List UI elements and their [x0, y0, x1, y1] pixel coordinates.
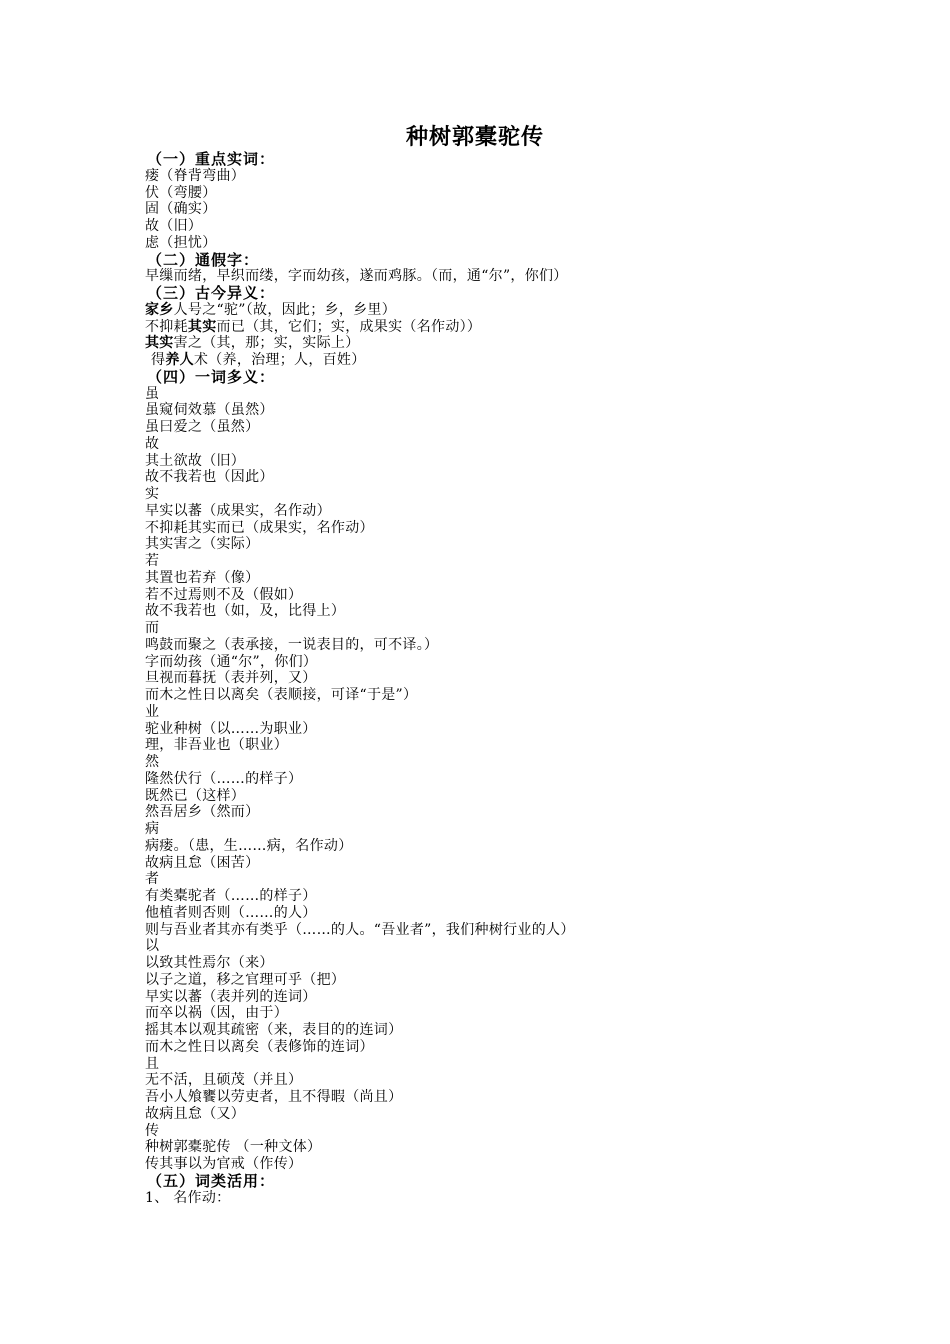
document-body — [145, 151, 925, 1206]
text-line: 其土欲故（旧） — [145, 452, 246, 469]
text-line: 故不我若也（如，及，比得上） — [145, 603, 346, 620]
text-line: 其实害之（实际） — [145, 536, 260, 553]
text-line: 虽曰爱之（虽然） — [145, 419, 260, 435]
text-line: 虽窥伺效慕（虽然） — [145, 402, 274, 419]
text-span: 得 — [151, 352, 166, 368]
text-line: 固（确实） — [145, 201, 217, 218]
text-line: 而木之性日以离矣（表顺接，可译“于是”） — [145, 687, 418, 703]
text-line: 摇其本以观其疏密（来，表目的的连词） — [145, 1022, 403, 1038]
text-line: 虽 — [145, 385, 160, 402]
section-heading: （一）重点实词： — [147, 150, 276, 168]
bold-term: 其实 — [187, 318, 217, 335]
text-line: 故 — [145, 435, 160, 452]
text-line: 隆然伏行（……的样子） — [145, 770, 303, 787]
bold-term: 其实 — [145, 335, 174, 352]
text-line: 早实以蕃（表并列的连词） — [145, 988, 317, 1005]
section-heading: （二）通假字： — [147, 250, 260, 269]
document-title: 种树郭橐驼传 — [405, 124, 544, 150]
text-line: 若 — [145, 553, 160, 569]
text-line: 者 — [145, 871, 160, 888]
section-heading: （四）一词多义： — [147, 367, 276, 386]
text-line: 以子之道，移之官理可乎（把） — [145, 971, 346, 988]
text-line: 而 — [145, 620, 160, 636]
text-line — [145, 335, 925, 352]
text-line: 瘘（脊背弯曲） — [145, 167, 246, 184]
text-span: 害之（其，那；实，实际上） — [173, 335, 360, 352]
bold-term: 养人 — [165, 352, 194, 368]
text-line: 驼业种树（以……为职业） — [145, 720, 317, 737]
text-line: 然吾居乡（然而） — [145, 804, 260, 821]
text-line: 吾小人飧饔以劳吏者，且不得暇（尚且） — [145, 1089, 403, 1105]
text-line: 且 — [145, 1055, 160, 1072]
text-line: 病 — [145, 821, 160, 837]
text-line: 若不过焉则不及（假如） — [145, 586, 303, 603]
text-line: 传其事以为官戒（作传） — [145, 1156, 303, 1172]
text-line: 有类橐驼者（……的样子） — [145, 888, 317, 904]
text-line: 故病且怠（困苦） — [145, 854, 260, 871]
text-line: 故不我若也（因此） — [145, 469, 274, 486]
text-line: 他植者则否则（……的人） — [145, 904, 317, 921]
text-line: 早实以蕃（成果实，名作动） — [145, 502, 331, 519]
text-line: 虑（担忧） — [145, 234, 217, 251]
text-line: 1、 名作动： — [145, 1189, 231, 1206]
text-line: 而木之性日以离矣（表修饰的连词） — [145, 1038, 374, 1055]
text-line — [145, 352, 925, 369]
text-line: 以 — [145, 938, 160, 955]
text-line: 无不活，且硕茂（并且） — [145, 1072, 303, 1089]
text-line: 理，非吾业也（职业） — [145, 737, 288, 754]
text-line — [145, 302, 925, 319]
text-line: 其置也若弃（像） — [145, 569, 260, 586]
text-span: 不抑耗 — [145, 318, 188, 335]
text-line: 传 — [145, 1122, 160, 1139]
text-line: 然 — [145, 754, 160, 770]
text-span: 而已（其，它们；实，成果实（名作动）） — [216, 318, 482, 335]
text-span: 人号之“驼”（故，因此；乡，乡里） — [173, 301, 397, 318]
text-line: 伏（弯腰） — [145, 184, 217, 201]
text-line: 字而幼孩（通“尔”，你们） — [145, 653, 318, 670]
text-line: 以致其性焉尔（来） — [145, 955, 274, 971]
text-line: 旦视而暮抚（表并列，又） — [145, 670, 317, 687]
text-line: 不抑耗其实而已（成果实，名作动） — [145, 519, 374, 536]
text-line: 故（旧） — [145, 218, 203, 234]
text-line: 而卒以祸（因，由于） — [145, 1005, 288, 1022]
text-span: 术（养，治理；人，百姓） — [193, 352, 366, 368]
text-line: 早缫而绪，早织而缕，字而幼孩，遂而鸡豚。（而，通“尔”，你们） — [145, 268, 568, 285]
text-line: 病瘘。（患，生……病，名作动） — [145, 837, 353, 854]
section-heading: （五）词类活用： — [147, 1171, 276, 1190]
text-line: 则与吾业者其亦有类乎（……的人。“吾业者”，我们种树行业的人） — [145, 921, 575, 938]
text-line: 实 — [145, 486, 160, 502]
bold-term: 家乡 — [145, 301, 174, 318]
text-line: 故病且怠（又） — [145, 1105, 246, 1122]
text-line: 种树郭橐驼传 （一种文体） — [145, 1139, 322, 1156]
text-line: 业 — [145, 703, 160, 720]
section-heading: （三）古今异义： — [147, 284, 276, 302]
text-line: 鸣鼓而聚之（表承接，一说表目的，可不译。） — [145, 636, 439, 653]
text-line — [145, 319, 925, 336]
text-line: 既然已（这样） — [145, 787, 246, 804]
